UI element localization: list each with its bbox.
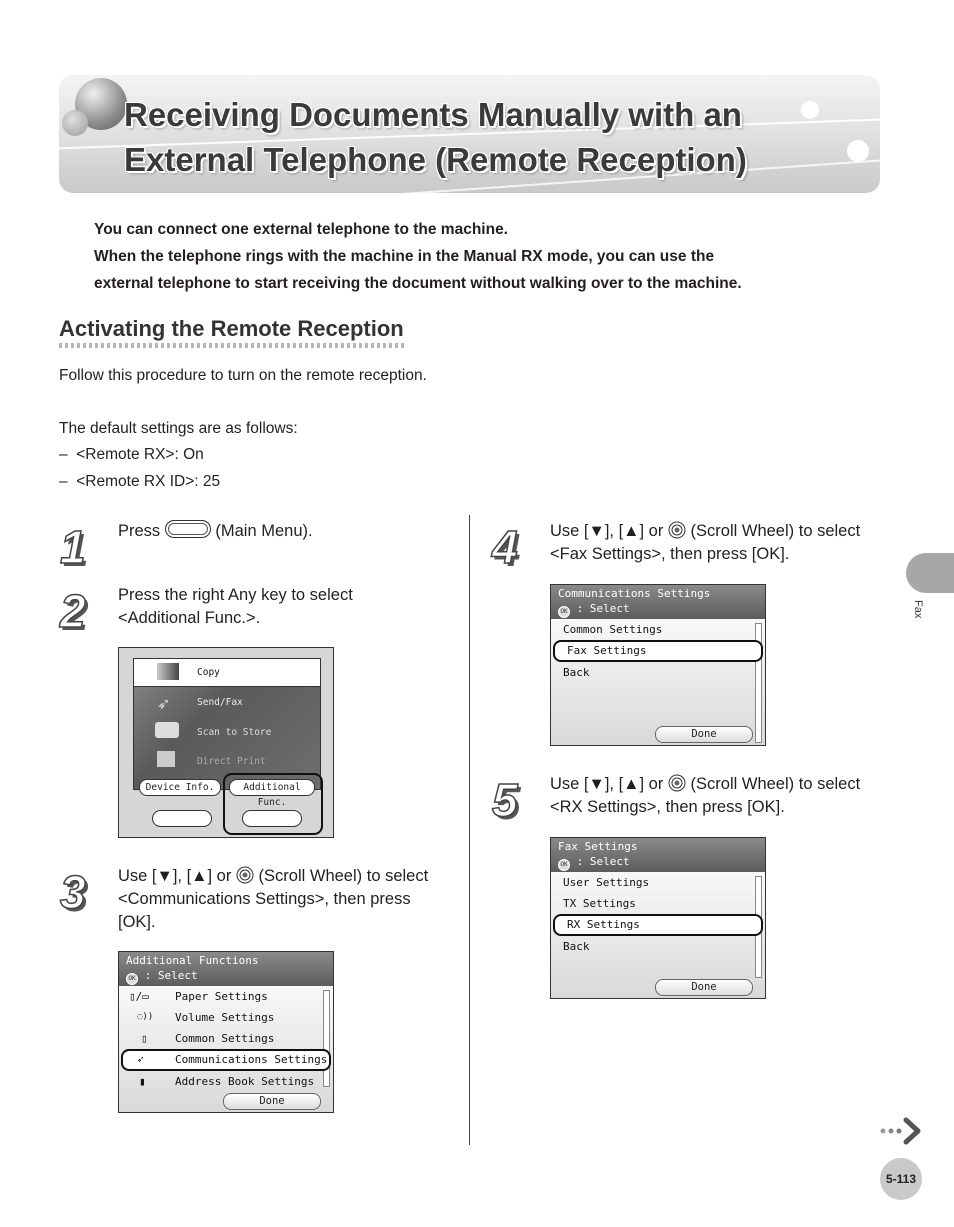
continue-arrow-icon (878, 1116, 926, 1146)
step-number-1: 1 (60, 521, 86, 573)
ok-icon: OK (558, 606, 570, 618)
done-button[interactable]: Done (223, 1093, 321, 1110)
intro-line: When the telephone rings with the machine in the Manual RX mode, you can use the (94, 248, 715, 265)
heading-underline (59, 343, 404, 348)
side-tab-label: Fax (912, 600, 924, 619)
list-item-back[interactable]: Back (563, 666, 590, 679)
common-settings-icon: ▯ (141, 1032, 148, 1045)
step-5-scroll: (Scroll Wheel) to select (690, 775, 861, 793)
title-line-1: Receiving Documents Manually with an (124, 96, 742, 133)
done-button[interactable]: Done (655, 726, 753, 743)
intro-line: external telephone to start receiving the document without walking over to the machine. (94, 275, 742, 292)
item-label: Address Book Settings (175, 1075, 315, 1088)
screen-header (551, 585, 765, 619)
screen-header (119, 952, 333, 986)
section-heading-text: Activating the Remote Reception (59, 316, 404, 341)
title-line-2: External Telephone (Remote Reception) (124, 141, 747, 178)
step-3-use: Use [▼], [▲] or (118, 867, 232, 885)
select-hint: : Select (144, 969, 198, 982)
list-item-address-book-settings[interactable] (119, 1071, 333, 1092)
scroll-wheel-icon (668, 521, 686, 539)
screen-title: Communications Settings (558, 587, 711, 600)
step-3-line: <Communications Settings>, then press (118, 890, 411, 908)
step-5-use: Use [▼], [▲] or (550, 775, 664, 793)
list-item-fax-settings[interactable]: Fax Settings (553, 640, 763, 662)
step-5-text (550, 773, 895, 819)
step-2-text (118, 584, 353, 630)
communications-settings-screen (550, 584, 766, 746)
right-any-key[interactable] (242, 810, 302, 827)
additional-functions-screen (118, 951, 334, 1113)
section-heading (59, 316, 404, 348)
default-item (59, 445, 204, 465)
ok-icon: OK (126, 973, 138, 985)
done-button[interactable]: Done (655, 979, 753, 996)
select-hint: : Select (576, 602, 630, 615)
step-2-line: <Additional Func.>. (118, 609, 261, 627)
list-item-communications-settings[interactable] (121, 1049, 331, 1071)
menu-item-scan-to-store[interactable]: Scan to Store (197, 727, 272, 738)
step-number-4: 4 (492, 521, 518, 573)
step-4-scroll: (Scroll Wheel) to select (690, 522, 861, 540)
list-item-rx-settings[interactable]: RX Settings (553, 914, 763, 936)
list-dash: – (59, 473, 68, 490)
procedure-text: Follow this procedure to turn on the remote reception. (59, 367, 427, 384)
list-item-volume-settings[interactable] (119, 1007, 333, 1028)
screen-list (551, 619, 765, 746)
step-3-scroll: (Scroll Wheel) to select (258, 867, 429, 885)
step-4-line: <Fax Settings>, then press [OK]. (550, 545, 790, 563)
volume-icon: ◌)) (137, 1012, 154, 1022)
screen-title: Fax Settings (558, 840, 638, 853)
list-item-common-settings[interactable]: Common Settings (563, 623, 663, 636)
step-number-3: 3 (60, 866, 86, 918)
page-number: 5-113 (880, 1158, 922, 1200)
step-4-use: Use [▼], [▲] or (550, 522, 664, 540)
item-label: Common Settings (175, 1032, 275, 1045)
list-item-user-settings[interactable]: User Settings (563, 876, 650, 889)
fax-settings-screen (550, 837, 766, 999)
copy-icon (157, 663, 179, 680)
list-item-paper-settings[interactable] (119, 986, 333, 1007)
direct-print-icon (157, 751, 175, 767)
dot-decoration (801, 101, 819, 119)
communications-icon: ➶ (137, 1053, 144, 1066)
paper-icon: ▯/▭ (129, 990, 149, 1003)
step-3-line: [OK]. (118, 913, 156, 931)
step-number-2: 2 (60, 585, 86, 637)
dot-decoration (847, 140, 869, 162)
step-3-text (118, 865, 463, 934)
column-divider (469, 515, 470, 1145)
main-menu-key-icon (165, 520, 211, 538)
main-menu-screen (118, 647, 334, 838)
intro-text (94, 216, 854, 297)
scan-to-store-icon (155, 722, 179, 738)
left-any-key[interactable] (152, 810, 212, 827)
step-5-line: <RX Settings>, then press [OK]. (550, 798, 785, 816)
list-item-common-settings[interactable] (119, 1028, 333, 1049)
step-number-5: 5 (492, 774, 518, 826)
screen-list (551, 872, 765, 999)
default-item (59, 472, 220, 492)
select-hint: : Select (576, 855, 630, 868)
list-item-back[interactable]: Back (563, 940, 590, 953)
intro-line: You can connect one external telephone to the machine. (94, 221, 508, 238)
item-label: Volume Settings (175, 1011, 275, 1024)
menu-item-direct-print[interactable]: Direct Print (197, 756, 266, 767)
menu-item-copy: Copy (197, 667, 220, 678)
address-book-icon: ▮ (139, 1075, 146, 1088)
small-sphere-decoration (62, 110, 88, 136)
item-label: Paper Settings (175, 990, 268, 1003)
additional-func-label: Additional Func. (229, 779, 315, 796)
screen-list (119, 986, 333, 1113)
ok-icon: OK (558, 859, 570, 871)
list-item-tx-settings[interactable]: TX Settings (563, 897, 636, 910)
list-dash: – (59, 446, 68, 463)
step-4-text (550, 520, 895, 566)
scroll-wheel-icon (236, 866, 254, 884)
step-2-line: Press the right Any key to select (118, 586, 353, 604)
default-remote-rx: <Remote RX>: On (76, 446, 204, 463)
default-remote-rx-id: <Remote RX ID>: 25 (76, 473, 221, 490)
device-info-label: Device Info. (139, 779, 221, 796)
screen-header (551, 838, 765, 872)
step-1-text (118, 520, 313, 543)
menu-item-send-fax[interactable]: Send/Fax (197, 697, 243, 708)
send-fax-icon: ➶ (157, 696, 171, 713)
item-label: Communications Settings (175, 1053, 328, 1066)
step-1-pre: Press (118, 522, 161, 540)
page-title (124, 92, 747, 182)
step-1-post: (Main Menu). (215, 522, 313, 540)
screen-title: Additional Functions (126, 954, 259, 967)
chapter-side-tab[interactable] (906, 553, 954, 593)
scroll-wheel-icon (668, 774, 686, 792)
defaults-intro: The default settings are as follows: (59, 420, 298, 437)
